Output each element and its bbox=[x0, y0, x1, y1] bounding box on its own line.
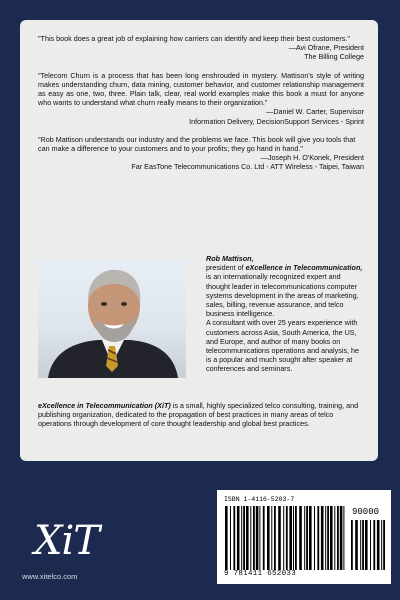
quote-2-attribution bbox=[38, 107, 364, 125]
barcode-bar bbox=[325, 506, 326, 570]
quote-3: "Rob Mattison understands our industry and the problems we face. This book will give you tools that can make a difference to your customers and to your profits; they go hand in hand." bbox=[38, 134, 356, 154]
barcode-bar bbox=[360, 520, 361, 570]
attribution-line: —Joseph H. O'Konek, President bbox=[260, 153, 364, 163]
barcode-bar bbox=[263, 506, 265, 570]
company-description-name: eXcellence in Telecommunication (XiT) bbox=[38, 401, 171, 410]
barcode-bar bbox=[317, 506, 319, 570]
barcode-bar bbox=[295, 506, 297, 570]
barcode-bar bbox=[253, 506, 255, 570]
author-photo bbox=[38, 260, 186, 378]
website-url: www.xitelco.com bbox=[22, 572, 78, 581]
attribution-line: The Billing College bbox=[304, 52, 364, 62]
barcode-bar bbox=[259, 506, 260, 570]
barcode-bar bbox=[250, 506, 251, 570]
author-bio-section bbox=[38, 254, 364, 394]
quote-1-attribution bbox=[38, 43, 364, 61]
barcode-bar bbox=[306, 506, 308, 570]
barcode-bar bbox=[377, 520, 380, 570]
company-description-text: is a small, highly specialized telco consulting, training, and publishing organization, dedicated to the propagation of best practices in many areas of telco operations through development of core thought leadership and global best practices. bbox=[38, 401, 359, 429]
barcode-bar bbox=[283, 506, 284, 570]
price-code: 90000 bbox=[352, 507, 380, 517]
barcode-bar bbox=[304, 506, 305, 570]
attribution-line: Information Delivery, DecisionSupport Services - Sprint bbox=[189, 116, 364, 126]
attribution-line: Far EasTone Telecommunications Co. Ltd - ATT Wireless - Taipei, Taiwan bbox=[131, 162, 364, 172]
barcode-bar bbox=[337, 506, 339, 570]
barcode-bar bbox=[365, 520, 368, 570]
barcode-bar bbox=[327, 506, 329, 570]
barcode-bar bbox=[370, 520, 371, 570]
company-name: eXcellence in Telecommunication, bbox=[245, 263, 363, 273]
barcode-bar bbox=[314, 506, 315, 570]
barcode-bar bbox=[256, 506, 259, 570]
attribution-line: —Avi Ofrane, President bbox=[288, 43, 364, 53]
company-description bbox=[38, 401, 364, 429]
barcode-bar bbox=[383, 520, 385, 570]
barcode-addon-bars bbox=[350, 520, 386, 570]
barcode-bar bbox=[340, 506, 343, 570]
barcode-bar bbox=[278, 506, 281, 570]
barcode-bar bbox=[230, 506, 231, 570]
barcode-bars bbox=[224, 506, 346, 570]
quote-2: "Telecom Churn is a process that has been long enshrouded in mystery. Mattison's style of writing makes understanding churn, data mining, customer behavior, and customer relationship management as easy as one, two, three. Plain talk, clear, real world examples make this book a must for anyone who wants to understand what churn really means to their organization." bbox=[38, 70, 364, 108]
barcode-bar bbox=[351, 520, 353, 570]
barcode-bar bbox=[362, 520, 364, 570]
bio-text: is an internationally recognized expert and thought leader in telecommunications computer systems development in the areas of marketing, sales, billing, revenue assurance, and telco business intelligence. bbox=[206, 272, 359, 319]
barcode-bar bbox=[233, 506, 235, 570]
barcode-bar bbox=[246, 506, 249, 570]
barcode-bar bbox=[241, 506, 242, 570]
xit-logo: XiT bbox=[34, 518, 99, 564]
bio-paragraph-1 bbox=[206, 254, 366, 318]
author-portrait-illustration bbox=[38, 260, 186, 378]
barcode-bar bbox=[343, 506, 344, 570]
bio-paragraph-2: A consultant with over 25 years experience with customers across Asia, South America, the US, and Europe, and author of many books on telecommunications operations and analysis, he is a popular and much sought after speaker at conferences and seminars. bbox=[206, 318, 360, 374]
author-name: Rob Mattison, bbox=[206, 254, 254, 263]
author-role: president of bbox=[206, 263, 246, 273]
barcode-bar bbox=[299, 506, 302, 570]
barcode-box bbox=[217, 490, 391, 584]
barcode-bar bbox=[289, 506, 292, 570]
quote-3-attribution bbox=[38, 153, 364, 171]
attribution-line: —Daniel W. Carter, Supervisor bbox=[266, 107, 364, 117]
barcode-bar bbox=[274, 506, 276, 570]
author-bio-text bbox=[206, 254, 366, 374]
barcode-bar bbox=[243, 506, 245, 570]
barcode-bar bbox=[309, 506, 312, 570]
barcode-bar bbox=[330, 506, 333, 570]
barcode-bar bbox=[286, 506, 288, 570]
barcode-number: 9 781411 652033 bbox=[224, 570, 297, 578]
barcode-bar bbox=[237, 506, 240, 570]
barcode-bar bbox=[373, 520, 375, 570]
barcode-bar bbox=[271, 506, 272, 570]
barcode-bar bbox=[267, 506, 270, 570]
quote-1: "This book does a great job of explaining how carriers can identify and keep their best customers." bbox=[38, 34, 350, 43]
barcode-bar bbox=[321, 506, 324, 570]
barcode-bar bbox=[225, 506, 228, 570]
barcode-bar bbox=[293, 506, 294, 570]
isbn-label: ISBN 1-4116-5203-7 bbox=[224, 496, 295, 503]
barcode-bar bbox=[355, 520, 358, 570]
barcode-bar bbox=[334, 506, 335, 570]
barcode-bar bbox=[381, 520, 382, 570]
back-cover-text-panel bbox=[20, 20, 378, 461]
